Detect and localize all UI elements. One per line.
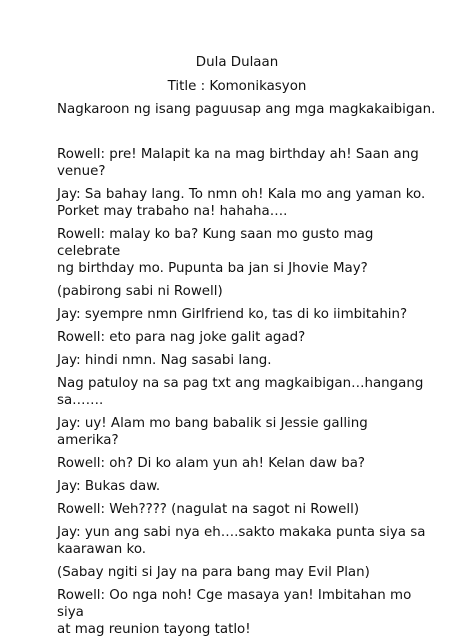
document-subtitle: Title : Komonikasyon bbox=[167, 79, 307, 94]
dialogue-line: Jay: Bukas daw. bbox=[57, 479, 161, 494]
dialogue-line: Rowell: Weh???? (nagulat na sagot ni Rowell) bbox=[57, 502, 360, 517]
dialogue-line: Jay: uy! Alam mo bang babalik si Jessie galling amerika? bbox=[57, 416, 368, 448]
dialogue-body bbox=[57, 146, 427, 644]
dialogue-line: Jay: Sa bahay lang. To nmn oh! Kala mo ang yaman ko. Porket may trabaho na! hahaha…. bbox=[57, 187, 426, 219]
intro-line: Nagkaroon ng isang paguusap ang mga magkakaibigan. bbox=[57, 102, 436, 117]
dialogue-line: Jay: hindi nmn. Nag sasabi lang. bbox=[57, 353, 272, 368]
dialogue-line: Rowell: pre! Malapit ka na mag birthday ah! Saan ang venue? bbox=[57, 147, 419, 179]
stage-direction: (pabirong sabi ni Rowell) bbox=[57, 284, 223, 299]
dialogue-line: Rowell: malay ko ba? Kung saan mo gusto mag celebrate ng birthday mo. Pupunta ba jan si Jhovie May? bbox=[57, 227, 374, 276]
document-title: Dula Dulaan bbox=[195, 55, 279, 70]
dialogue-line: Jay: syempre nmn Girlfriend ko, tas di ko iimbitahin? bbox=[57, 307, 408, 322]
dialogue-line: Rowell: oh? Di ko alam yun ah! Kelan daw ba? bbox=[57, 456, 366, 471]
stage-direction: (Sabay ngiti si Jay na para bang may Evil Plan) bbox=[57, 565, 370, 580]
dialogue-line: Rowell: eto para nag joke galit agad? bbox=[57, 330, 306, 345]
narration-line: Nag patuloy na sa pag txt ang magkaibigan…hangang sa……. bbox=[57, 376, 424, 408]
dialogue-line: Jay: yun ang sabi nya eh….sakto makaka punta siya sa kaarawan ko. bbox=[57, 525, 426, 557]
dialogue-line: Rowell: Oo nga noh! Cge masaya yan! Imbitahan mo siya at mag reunion tayong tatlo! bbox=[57, 588, 412, 637]
